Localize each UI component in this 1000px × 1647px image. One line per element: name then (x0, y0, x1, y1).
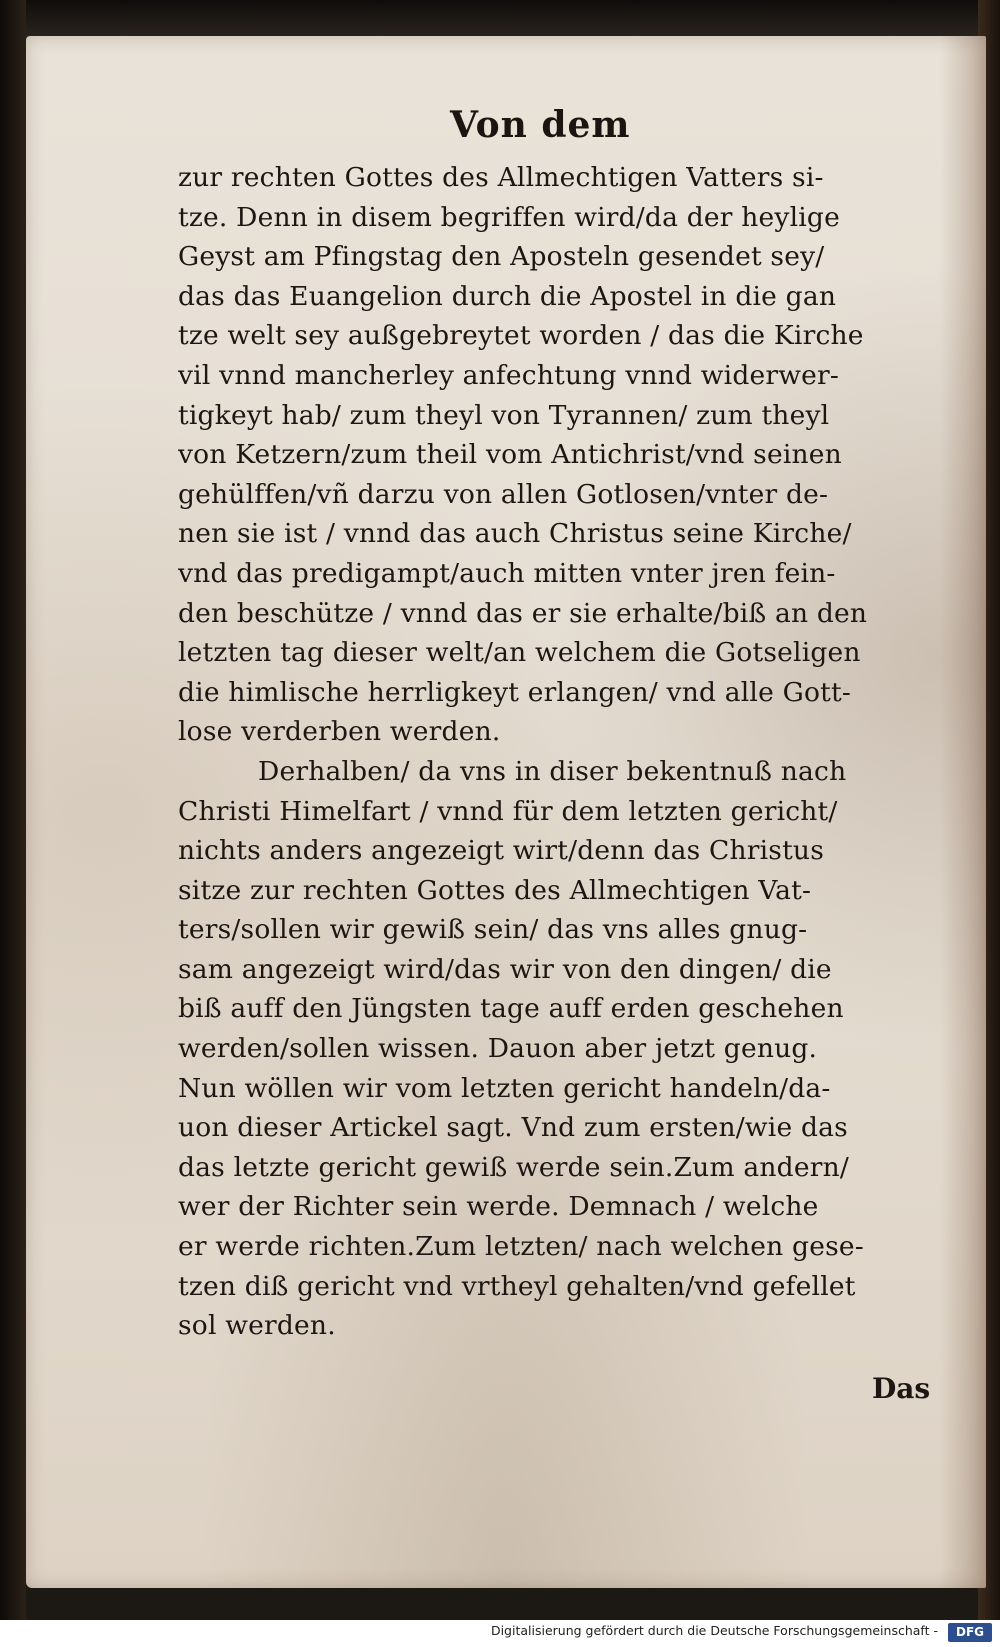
dfg-logo: DFG (948, 1623, 992, 1642)
text-line: das letzte gericht gewiß werde sein.Zum andern/ (178, 1151, 849, 1183)
text-line: tze. Denn in disem begriffen wird/da der heylige (178, 201, 840, 233)
text-line: ters/sollen wir gewiß sein/ das vns alles gnug- (178, 914, 808, 946)
funding-credit: Digitalisierung gefördert durch die Deutsche Forschungsgemeinschaft - (490, 1623, 938, 1638)
book-edge-top (0, 0, 1000, 38)
text-line: den beschütze / vnnd das er sie erhalte/biß an den (178, 597, 868, 629)
catchword: Das (872, 1372, 931, 1405)
running-head: Von dem (450, 104, 631, 146)
text-line: sam angezeigt wird/das wir von den dingen/ die (178, 953, 832, 985)
text-line: zur rechten Gottes des Allmechtigen Vatters si- (178, 162, 824, 193)
text-line: vnd das predigampt/auch mitten vnter jren fein- (178, 557, 836, 589)
text-line: gehülffen/vñ darzu von allen Gotlosen/vnter de- (178, 478, 829, 510)
text-line: sol werden. (178, 1310, 336, 1342)
text-line: letzten tag dieser welt/an welchem die Gotseligen (178, 637, 861, 669)
text-line: nen sie ist / vnnd das auch Christus seine Kirche/ (178, 518, 852, 550)
text-line: werden/sollen wissen. Dauon aber jetzt genug. (178, 1033, 818, 1065)
text-line: Geyst am Pfingstag den Aposteln gesendet sey/ (178, 241, 825, 273)
text-line: tigkeyt hab/ zum theyl von Tyrannen/ zum theyl (178, 399, 830, 431)
text-line: Christi Himelfart / vnnd für dem letzten gericht/ (178, 795, 838, 827)
body-text (178, 158, 968, 1346)
text-line: sitze zur rechten Gottes des Allmechtigen Vat- (178, 874, 812, 906)
book-edge-left (0, 0, 26, 1647)
text-line: Nun wöllen wir vom letzten gericht handeln/da- (178, 1072, 831, 1104)
text-line: von Ketzern/zum theil vom Antichrist/vnd seinen (178, 439, 842, 471)
text-line: nichts anders angezeigt wirt/denn das Christus (178, 835, 824, 867)
paragraph-start-line: Derhalben/ da vns in diser bekentnuß nach (258, 755, 847, 787)
text-line: wer der Richter sein werde. Demnach / welche (178, 1191, 819, 1223)
text-line: biß auff den Jüngsten tage auff erden geschehen (178, 993, 844, 1025)
text-line: tzen diß gericht vnd vrtheyl gehalten/vnd gefellet (178, 1270, 856, 1302)
text-line: uon dieser Artickel sagt. Vnd zum ersten/wie das (178, 1112, 848, 1144)
text-line: die himlische herrligkeyt erlangen/ vnd alle Gott- (178, 676, 851, 708)
text-line: lose verderben werden. (178, 716, 501, 748)
text-line: tze welt sey außgebreytet worden / das die Kirche (178, 320, 864, 352)
digitization-footer (0, 1620, 1000, 1647)
text-line: vil vnnd mancherley anfechtung vnnd widerwer- (178, 359, 840, 391)
text-line: das das Euangelion durch die Apostel in die gan (178, 280, 837, 312)
text-line: er werde richten.Zum letzten/ nach welchen gese- (178, 1231, 864, 1263)
